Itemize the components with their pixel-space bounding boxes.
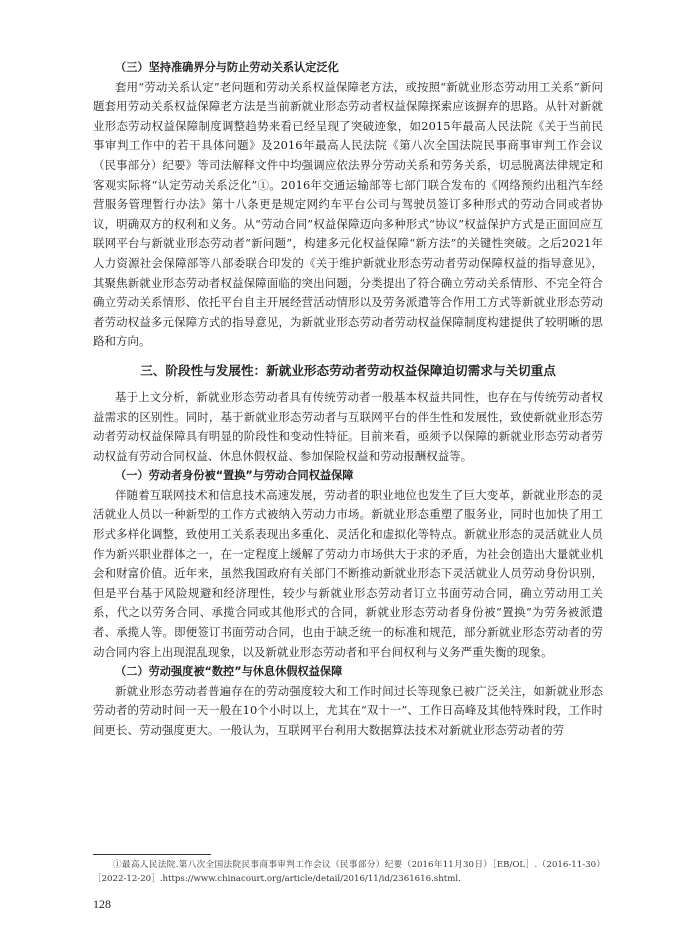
page-number: 128: [93, 897, 111, 911]
article-body: [93, 58, 603, 741]
paragraph-3: 伴随着互联网技术和信息技术高速发展，劳动者的职业地位也发生了巨大变革，新就业形态的灵活就业人员以一种新型的工作方式被纳入劳动力市场。新就业形态重塑了服务业，同时也加快了用工形式多样化调整，致使用工关系表现出多重化、灵活化和虚拟化等特点。新就业形态的灵活就业人员作为新兴职业群体之一，在一定程度上缓解了劳动力市场供大于求的矛盾，为社会创造出大量就业机会和财富价值。近年来，虽然我国政府有关部门不断推动新就业形态下灵活就业人员劳动身份识别，但是平台基于风险规避和经济理性，较少与新就业形态劳动者订立书面劳动合同，确立劳动用工关系，代之以劳务合同、承揽合同或其他形式的合同，新就业形态劳动者身份被“置换”为劳务被派遣者、承揽人等。即便签订书面劳动合同，也由于缺乏统一的标准和规范，部分新就业形态劳动者的劳动合同内容上出现混乱现象，以及新就业形态劳动者和平台间权利与义务严重失衡的现象。: [93, 487, 603, 659]
footnote: ①最高人民法院.第八次全国法院民事商事审判工作会议（民事部分）纪要（2016年11月30日）［EB/OL］.（2016-11-30）［2022-12-20］.https://www.chinacourt.org/article/detail/2016/11/id/2361616.shtml.: [93, 860, 605, 884]
subheading-one: （一）劳动者身份被“置换”与劳动合同权益保障: [115, 469, 354, 483]
subheading-two: （二）劳动强度被“数控”与休息休假权益保障: [115, 665, 343, 679]
paragraph-4: 新就业形态劳动者普遍存在的劳动强度较大和工作时间过长等现象已被广泛关注，如新就业形态劳动者的劳动时间一天一般在10个小时以上，尤其在“双十一”、工作日高峰及其他特殊时段，工作时间更长、劳动强度更大。一般认为，互联网平台利用大数据算法技术对新就业形态劳动者的劳: [93, 683, 603, 737]
section-title: 三、阶段性与发展性：新就业形态劳动者劳动权益保障迫切需求与关切重点: [140, 362, 556, 378]
paragraph-2: 基于上文分析，新就业形态劳动者具有传统劳动者一般基本权益共同性，也存在与传统劳动者权益需求的区别性。同时，基于新就业形态劳动者与互联网平台的伴生性和发展性，致使新就业形态劳动者劳动权益保障具有明显的阶段性和变动性特征。目前来看，亟须予以保障的新就业形态劳动者劳动权益有劳动合同权益、休息休假权益、参加保险权益和劳动报酬权益等。: [93, 389, 603, 463]
footnote-divider: [93, 854, 211, 855]
subheading-three: （三）坚持准确界分与防止劳动关系认定泛化: [115, 61, 339, 74]
paragraph-1: 套用“劳动关系认定”老问题和劳动关系权益保障老方法，或按照“新就业形态劳动用工关系”新问题套用劳动关系权益保障老方法是当前新就业形态劳动者权益保障探索应该摒弃的思路。从针对新就业形态劳动权益保障制度调整趋势来看已经呈现了突破迹象，如2015年最高人民法院《关于当前民事审判工作中的若干具体问题》及2016年最高人民法院《第八次全国法院民事商事审判工作会议（民事部分）纪要》等司法解释文件中均强调应依法界分劳动关系和劳务关系，切忌脱离法律规定和客观实际将“认定劳动关系泛化”①。2016年交通运输部等七部门联合发布的《网络预约出租汽车经营服务管理暂行办法》第十八条更是规定网约车平台公司与驾驶员签订多种形式的劳动合同或者协议，明确双方的权利和义务。从“劳动合同”权益保障迈向多种形式“协议”权益保护方式是正面回应互联网平台与新就业形态劳动者“新问题”，构建多元化权益保障“新方法”的关键性突破。之后2021年人力资源社会保障部等八部委联合印发的《关于维护新就业形态劳动者劳动保障权益的指导意见》，其聚焦新就业形态劳动者权益保障面临的突出问题，分类提出了符合确立劳动关系情形、不完全符合确立劳动关系情形、依托平台自主开展经营活动情形以及劳务派遣等合作用工方式等新就业形态劳动者劳动权益多元保障方式的指导意见，为新就业形态劳动者劳动权益保障制度构建提供了较明晰的思路和方向。: [93, 79, 603, 349]
